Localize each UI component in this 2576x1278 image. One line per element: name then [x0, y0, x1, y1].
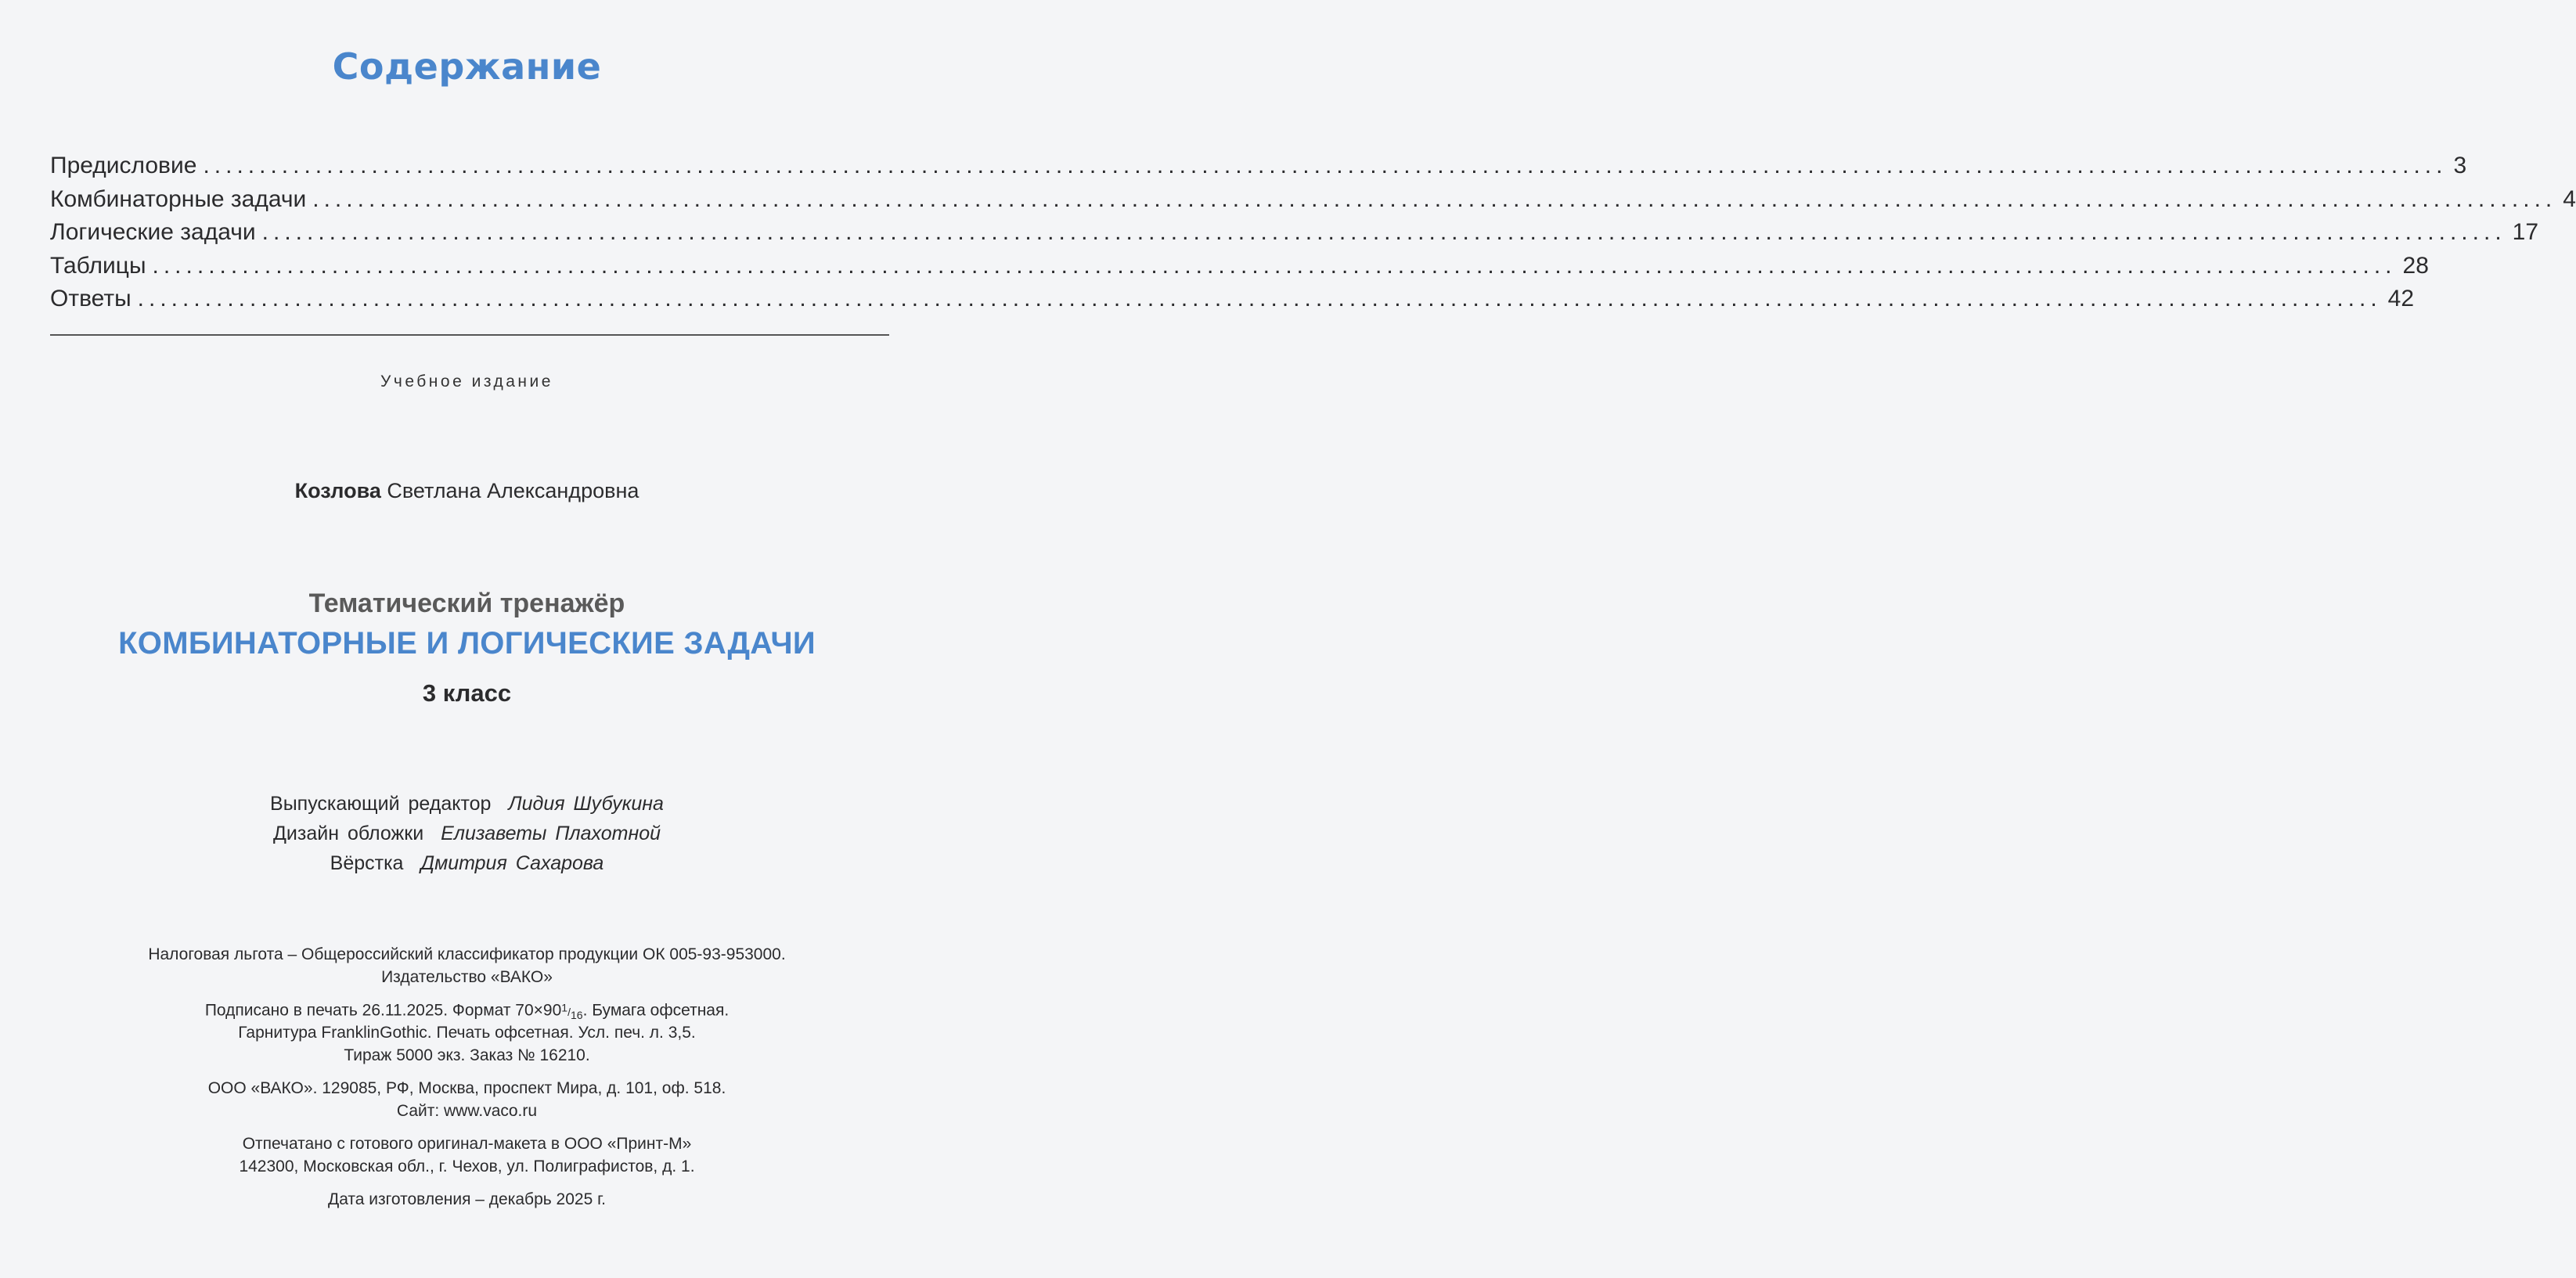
series-title: Тематический тренажёр: [308, 589, 625, 618]
toc-entry-label: Ответы: [50, 286, 132, 311]
author-surname: Козлова: [294, 479, 381, 502]
printer-address-line: 142300, Московская обл., г. Чехов, ул. Полиграфистов, д. 1.: [239, 1157, 695, 1175]
format-denominator: 16: [570, 1008, 583, 1021]
credit-role: Дизайн обложки: [272, 823, 424, 844]
toc-entry-page: 4: [2563, 185, 2576, 212]
toc-entry[interactable]: [50, 286, 2415, 319]
format-fraction: 1/16: [561, 1001, 583, 1021]
toc-entry-label: Предисловие: [50, 153, 197, 178]
toc-entry-page: 28: [2402, 252, 2429, 279]
publisher-address-line: ООО «ВАКО». 129085, РФ, Москва, проспект Мира, д. 101, оф. 518.: [207, 1079, 726, 1097]
printed-by-line: Отпечатано с готового оригинал-макета в ООО «Принт-М»: [242, 1135, 692, 1153]
toc-entry-label: Таблицы: [50, 252, 146, 279]
credit-row: [0, 852, 934, 882]
toc-title: Содержание: [332, 45, 602, 88]
book-title: КОМБИНАТОРНЫЕ И ЛОГИЧЕСКИЕ ЗАДАЧИ: [118, 626, 816, 661]
table-of-contents: [50, 153, 2576, 319]
credits-block: [0, 793, 934, 882]
credit-row: [0, 793, 934, 823]
print-run-line: Тираж 5000 экз. Заказ № 16210.: [344, 1046, 590, 1064]
credit-person: Лидия Шубукина: [508, 793, 664, 815]
credit-person: Елизаветы Плахотной: [441, 823, 661, 844]
website-line: Сайт: www.vaco.ru: [396, 1102, 538, 1120]
author-name: [0, 479, 934, 503]
toc-entry-label: Комбинаторные задачи: [50, 185, 307, 212]
signed-prefix: Подписано в печать 26.11.2025. Формат 70×90: [204, 1001, 562, 1020]
toc-entry-page: 17: [2512, 219, 2539, 245]
imprint-block: [0, 945, 934, 1213]
production-date-line: Дата изготовления – декабрь 2025 г.: [327, 1190, 607, 1208]
toc-entry[interactable]: [50, 153, 2467, 186]
credit-role: Выпускающий редактор: [270, 793, 492, 815]
credit-person: Дмитрия Сахарова: [420, 852, 604, 874]
signed-line: [0, 1001, 934, 1024]
toc-entry-page: 3: [2453, 153, 2467, 178]
toc-leader-dots: ........................................................................................................................................................................................................: [261, 219, 2506, 245]
toc-leader-dots: ........................................................................................................................................................................................................: [137, 286, 2382, 311]
toc-entry[interactable]: [50, 219, 2539, 253]
grade-label: 3 класс: [422, 679, 512, 707]
edition-type: Учебное издание: [380, 373, 553, 391]
publisher-line: Издательство «ВАКО»: [381, 968, 553, 986]
toc-leader-dots: ........................................................................................................................................................................................................: [152, 252, 2397, 279]
format-numerator: 1: [561, 1001, 568, 1013]
author-given-names: Светлана Александровна: [387, 479, 639, 502]
toc-entry[interactable]: [50, 185, 2576, 220]
credit-role: Вёрстка: [330, 852, 404, 874]
toc-entry-label: Логические задачи: [50, 219, 256, 245]
toc-entry[interactable]: [50, 252, 2429, 286]
tax-line: Налоговая льгота – Общероссийский классификатор продукции ОК 005-93-953000.: [148, 945, 786, 963]
toc-leader-dots: ........................................................................................................................................................................................................: [203, 153, 2448, 178]
toc-entry-page: 42: [2387, 286, 2415, 311]
toc-leader-dots: ........................................................................................................................................................................................................: [312, 185, 2557, 212]
credit-row: [0, 823, 934, 852]
signed-suffix: . Бумага офсетная.: [582, 1001, 730, 1020]
typeface-line: Гарнитура FranklinGothic. Печать офсетная. Усл. печ. л. 3,5.: [238, 1024, 696, 1042]
section-divider: [50, 334, 889, 336]
